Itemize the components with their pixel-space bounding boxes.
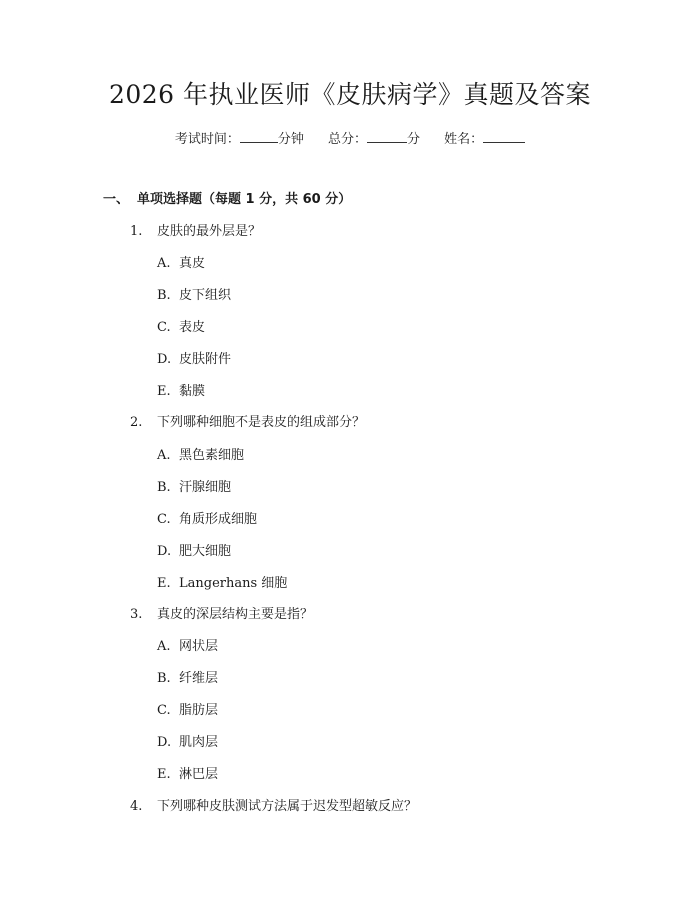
option-letter: E. bbox=[157, 576, 171, 591]
option-letter: C. bbox=[157, 703, 171, 718]
option-text: 淋巴层 bbox=[179, 767, 219, 782]
exam-time-blank bbox=[240, 130, 278, 143]
option-1b bbox=[157, 286, 231, 306]
option-text: 真皮 bbox=[179, 256, 206, 271]
option-1d bbox=[157, 350, 231, 370]
option-2d bbox=[157, 542, 231, 562]
question-4 bbox=[130, 797, 417, 817]
question-number: 1. bbox=[130, 224, 143, 239]
option-letter: B. bbox=[157, 480, 171, 495]
option-1a bbox=[157, 254, 205, 274]
option-letter: C. bbox=[157, 320, 171, 335]
option-text: 皮下组织 bbox=[179, 288, 232, 303]
option-2b bbox=[157, 478, 231, 498]
option-2e bbox=[157, 574, 287, 594]
page-title: 2026 年执业医师《皮肤病学》真题及答案 bbox=[108, 80, 592, 109]
option-letter: D. bbox=[157, 544, 172, 559]
option-text: 黏膜 bbox=[179, 384, 206, 399]
option-3b bbox=[157, 669, 218, 689]
option-3e bbox=[157, 765, 218, 785]
exam-time-field bbox=[175, 130, 304, 150]
question-text: 下列哪种皮肤测试方法属于迟发型超敏反应？ bbox=[157, 799, 418, 814]
total-score-field bbox=[328, 130, 420, 150]
option-1c bbox=[157, 318, 205, 338]
option-letter: A. bbox=[157, 256, 171, 271]
option-3d bbox=[157, 733, 218, 753]
option-letter: D. bbox=[157, 352, 172, 367]
option-3a bbox=[157, 637, 218, 657]
option-2a bbox=[157, 446, 244, 466]
exam-meta bbox=[0, 130, 700, 150]
exam-time-label: 考试时间： bbox=[174, 132, 240, 147]
question-number: 4. bbox=[130, 799, 143, 814]
question-text: 真皮的深层结构主要是指？ bbox=[157, 607, 314, 622]
question-1 bbox=[130, 222, 261, 242]
option-text: 汗腺细胞 bbox=[179, 480, 232, 495]
option-letter: A. bbox=[157, 448, 171, 463]
total-score-unit: 分 bbox=[407, 132, 421, 147]
question-2 bbox=[130, 413, 365, 433]
option-3c bbox=[157, 701, 218, 721]
option-text: 皮肤附件 bbox=[179, 352, 232, 367]
option-2c bbox=[157, 510, 257, 530]
option-letter: D. bbox=[157, 735, 172, 750]
name-label: 姓名： bbox=[444, 132, 484, 147]
option-text: Langerhans 细胞 bbox=[179, 576, 288, 591]
option-text: 黑色素细胞 bbox=[179, 448, 245, 463]
option-letter: B. bbox=[157, 671, 171, 686]
question-number: 2. bbox=[130, 415, 143, 430]
option-letter: E. bbox=[157, 384, 171, 399]
option-text: 脂肪层 bbox=[179, 703, 219, 718]
total-score-blank bbox=[367, 130, 407, 143]
option-letter: B. bbox=[157, 288, 171, 303]
option-text: 肌肉层 bbox=[179, 735, 219, 750]
option-text: 网状层 bbox=[179, 639, 219, 654]
section-number: 一、 bbox=[103, 192, 130, 207]
exam-time-unit: 分钟 bbox=[277, 132, 304, 147]
option-text: 肥大细胞 bbox=[179, 544, 232, 559]
question-3 bbox=[130, 605, 313, 625]
option-letter: E. bbox=[157, 767, 171, 782]
section-title: 单项选择题（每题 1 分，共 60 分） bbox=[137, 192, 352, 207]
option-text: 角质形成细胞 bbox=[179, 512, 258, 527]
option-text: 表皮 bbox=[179, 320, 206, 335]
question-number: 3. bbox=[130, 607, 143, 622]
question-text: 皮肤的最外层是？ bbox=[157, 224, 262, 239]
name-field bbox=[444, 130, 525, 150]
question-text: 下列哪种细胞不是表皮的组成部分？ bbox=[157, 415, 366, 430]
name-blank bbox=[483, 130, 525, 143]
total-score-label: 总分： bbox=[327, 132, 367, 147]
option-1e bbox=[157, 382, 205, 402]
option-letter: A. bbox=[157, 639, 171, 654]
option-text: 纤维层 bbox=[179, 671, 219, 686]
option-letter: C. bbox=[157, 512, 171, 527]
section-heading bbox=[103, 190, 351, 210]
